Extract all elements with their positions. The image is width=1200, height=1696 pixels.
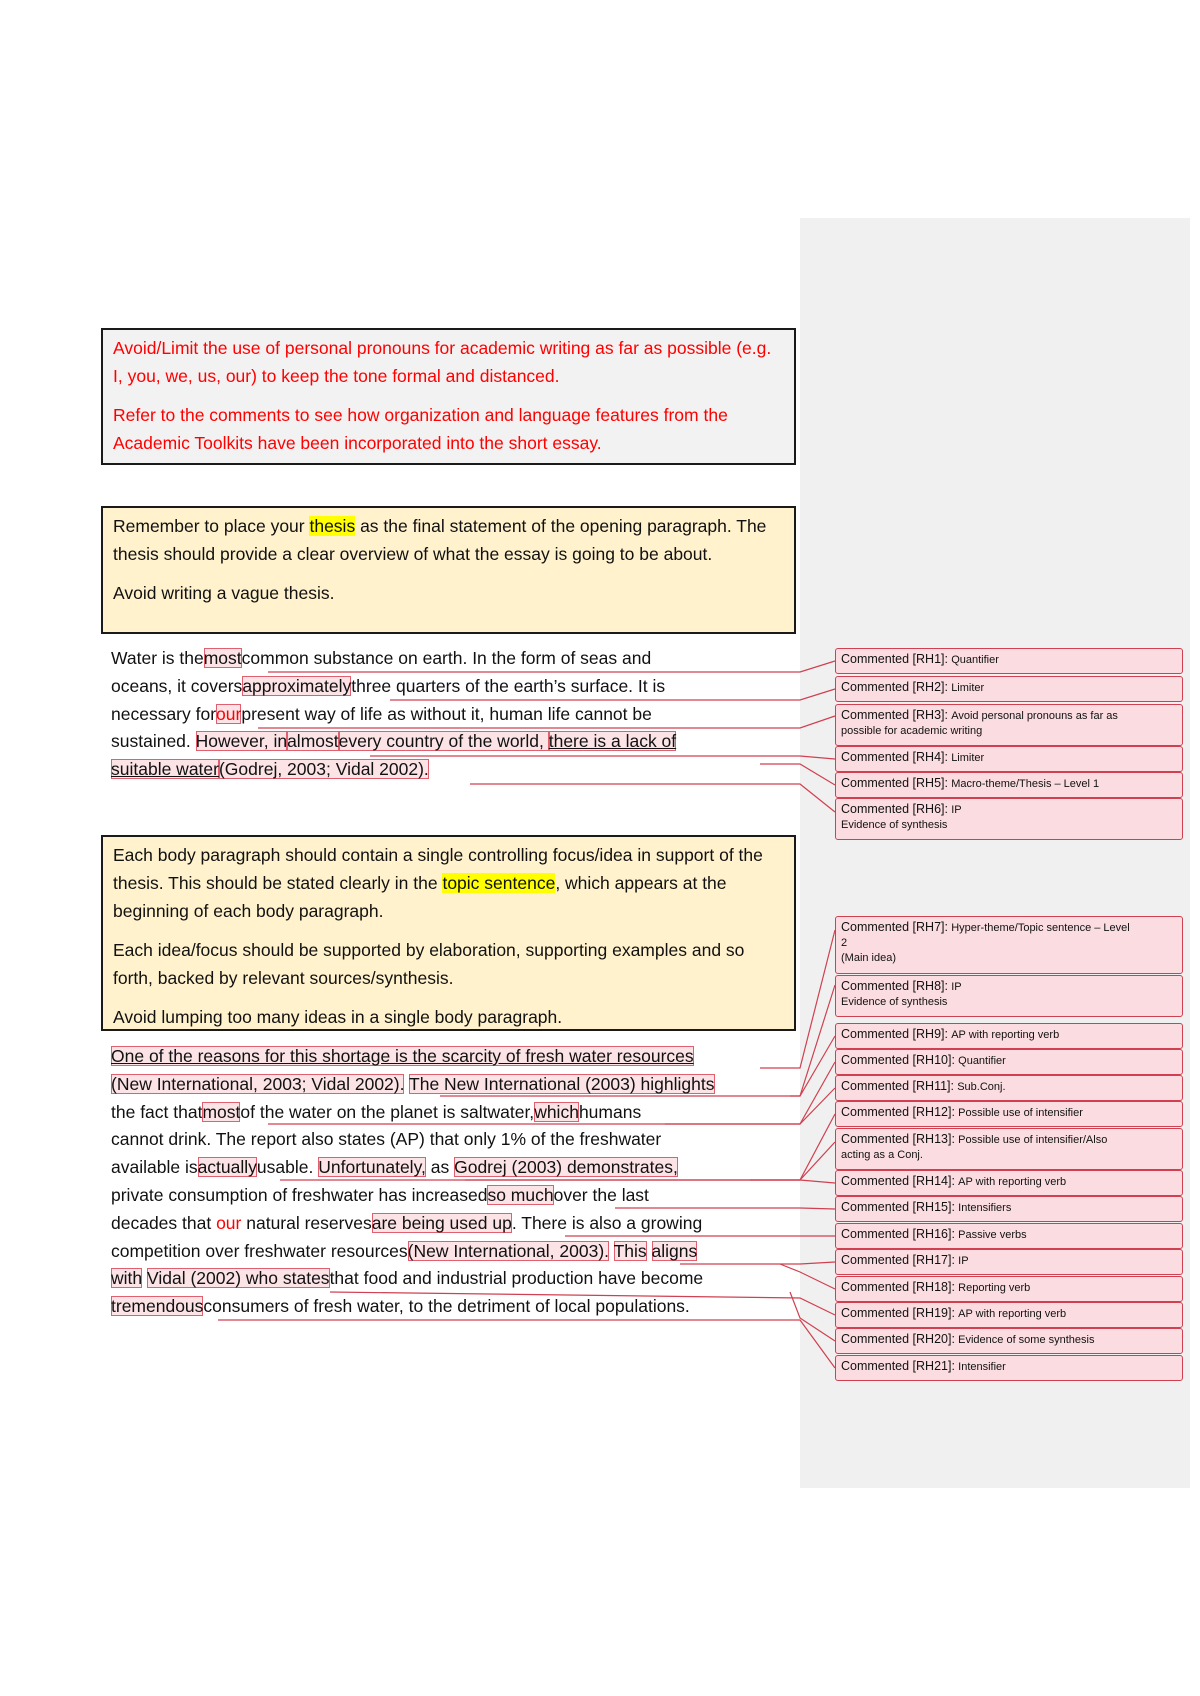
comment-anchor-rh10[interactable]: most <box>202 1101 241 1122</box>
text-line: Water is themostcommon substance on earth. In the form of seas and <box>111 648 652 668</box>
comment-rh10[interactable]: Commented [RH10]: Quantifier <box>835 1049 1183 1075</box>
comment-rh3[interactable]: Commented [RH3]: Avoid personal pronouns as far as possible for academic writing <box>835 704 1183 746</box>
topic-sentence-highlight: topic sentence <box>442 873 556 893</box>
comment-anchor-rh19-with[interactable]: with <box>111 1268 143 1289</box>
thesis-statement-end[interactable]: suitable water <box>111 759 219 780</box>
comment-anchor-rh19[interactable]: Vidal (2002) who states <box>147 1268 330 1289</box>
comment-anchor-rh21[interactable]: tremendous <box>111 1296 204 1317</box>
thesis-highlight: thesis <box>309 516 356 536</box>
comment-rh1[interactable]: Commented [RH1]: Quantifier <box>835 648 1183 674</box>
comment-anchor-rh15[interactable]: so much <box>487 1184 554 1205</box>
comment-rh19[interactable]: Commented [RH19]: AP with reporting verb <box>835 1302 1183 1328</box>
body-paragraph <box>111 1043 791 1321</box>
comment-anchor-rh8[interactable]: (New International, 2003; Vidal 2002). <box>111 1073 405 1094</box>
comment-anchor-rh17[interactable]: (New International, 2003). <box>407 1240 610 1261</box>
comment-rh7[interactable]: Commented [RH7]: Hyper-theme/Topic sentence – Level 2 (Main idea) <box>835 916 1183 974</box>
elaboration-tip-text: Each idea/focus should be supported by elaboration, supporting examples and so forth, backed by relevant sources/synthesis. <box>113 940 745 988</box>
vague-thesis-warning: Avoid writing a vague thesis. <box>113 583 335 603</box>
thesis-tip-box <box>101 506 796 634</box>
comment-rh4[interactable]: Commented [RH4]: Limiter <box>835 746 1183 772</box>
comment-rh5[interactable]: Commented [RH5]: Macro-theme/Thesis – Level 1 <box>835 772 1183 798</box>
text-line: private consumption of freshwater has increasedso muchover the last <box>111 1184 649 1205</box>
connector-rh6 <box>470 784 835 812</box>
comment-rh11[interactable]: Commented [RH11]: Sub.Conj. <box>835 1075 1183 1101</box>
comment-anchor-rh9[interactable]: The New International (2003) highlights <box>409 1073 715 1094</box>
text-line: the fact thatmostof the water on the planet is saltwater,whichhumans <box>111 1101 642 1122</box>
comment-rh20[interactable]: Commented [RH20]: Evidence of some synthesis <box>835 1328 1183 1354</box>
comment-anchor-rh14[interactable]: Godrej (2003) demonstrates, <box>454 1157 678 1178</box>
comment-anchor-rh2[interactable]: approximately <box>242 675 352 696</box>
text-line <box>111 1071 791 1099</box>
comment-anchor-rh1[interactable]: most <box>203 648 242 668</box>
comment-rh14[interactable]: Commented [RH14]: AP with reporting verb <box>835 1170 1183 1196</box>
body-tip-text: Each body paragraph should contain a single controlling focus/idea in support of the thesis. This should be stated clearly in the topic sentence, which appears at the beginning of each body paragraph. <box>113 845 763 921</box>
text-line: available isactuallyusable. Unfortunately, as Godrej (2003) demonstrates, <box>111 1157 678 1178</box>
text-line: competition over freshwater resources(New International, 2003). This aligns <box>111 1240 698 1261</box>
comment-anchor-rh18[interactable]: aligns <box>651 1240 698 1261</box>
comment-rh16[interactable]: Commented [RH16]: Passive verbs <box>835 1223 1183 1249</box>
comment-rh6[interactable]: Commented [RH6]: IP Evidence of synthesis <box>835 798 1183 840</box>
pronoun-guidance-box <box>101 328 796 465</box>
thesis-tip-text: Remember to place your thesis as the final statement of the opening paragraph. The thesis should provide a clear overview of what the essay is going to be about. <box>113 516 767 564</box>
comment-anchor-rh5-start[interactable]: every country of the world, <box>338 731 549 752</box>
comment-anchor-rh18-this[interactable]: This <box>613 1240 647 1261</box>
text-line: necessary forourpresent way of life as without it, human life cannot be <box>111 703 652 724</box>
comment-rh17[interactable]: Commented [RH17]: IP <box>835 1249 1183 1275</box>
text-line: decades that our natural reservesare being used up. There is also a growing <box>111 1212 703 1233</box>
comment-rh9[interactable]: Commented [RH9]: AP with reporting verb <box>835 1023 1183 1049</box>
text-line <box>111 1043 791 1071</box>
toolkit-guidance-text: Refer to the comments to see how organization and language features from the Academic Toolkits have been incorporated into the short essay. <box>113 405 728 453</box>
comment-rh13[interactable]: Commented [RH13]: Possible use of intensifier/Also acting as a Conj. <box>835 1128 1183 1170</box>
comment-rh2[interactable]: Commented [RH2]: Limiter <box>835 676 1183 702</box>
comment-rh8[interactable]: Commented [RH8]: IP Evidence of synthesis <box>835 975 1183 1017</box>
comment-anchor-rh12[interactable]: actually <box>197 1157 257 1178</box>
lumping-warning: Avoid lumping too many ideas in a single body paragraph. <box>113 1007 563 1027</box>
opening-paragraph <box>111 645 791 784</box>
thesis-statement[interactable]: there is a lack of <box>548 731 677 752</box>
body-paragraph-tip-box <box>101 835 796 1031</box>
comment-anchor-rh13[interactable]: Unfortunately, <box>318 1157 426 1178</box>
comment-rh21[interactable]: Commented [RH21]: Intensifier <box>835 1355 1183 1381</box>
comment-rh18[interactable]: Commented [RH18]: Reporting verb <box>835 1276 1183 1302</box>
comment-anchor-rh11[interactable]: which <box>534 1101 579 1122</box>
text-line: tremendousconsumers of fresh water, to the detriment of local populations. <box>111 1296 690 1317</box>
comment-rh12[interactable]: Commented [RH12]: Possible use of intensifier <box>835 1101 1183 1127</box>
comment-anchor-rh3[interactable]: our <box>216 703 242 724</box>
comment-anchor-rh4[interactable]: almost <box>287 731 339 752</box>
comment-anchor-rh4-however[interactable]: However, in <box>195 731 288 752</box>
pronoun-our: our <box>216 1212 242 1233</box>
text-line: sustained. However, inalmostevery country of the world, there is a lack of <box>111 731 677 752</box>
connector-rh21 <box>218 1320 835 1368</box>
comment-rh15[interactable]: Commented [RH15]: Intensifiers <box>835 1196 1183 1222</box>
pronoun-guidance-text: Avoid/Limit the use of personal pronouns for academic writing as far as possible (e.g. I, you, we, us, our) to keep the tone formal and distanced. <box>113 338 772 386</box>
text-line <box>111 756 791 784</box>
comment-anchor-rh16[interactable]: are being used up <box>371 1212 512 1233</box>
text-line: cannot drink. The report also states (AP) that only 1% of the freshwater <box>111 1129 662 1150</box>
text-line: with Vidal (2002) who statesthat food and industrial production have become <box>111 1268 704 1289</box>
comment-anchor-rh6[interactable]: (Godrej, 2003; Vidal 2002). <box>218 759 429 780</box>
topic-sentence[interactable]: One of the reasons for this shortage is the scarcity of fresh water resources <box>111 1046 694 1066</box>
text-line: oceans, it coversapproximatelythree quarters of the earth’s surface. It is <box>111 675 666 696</box>
